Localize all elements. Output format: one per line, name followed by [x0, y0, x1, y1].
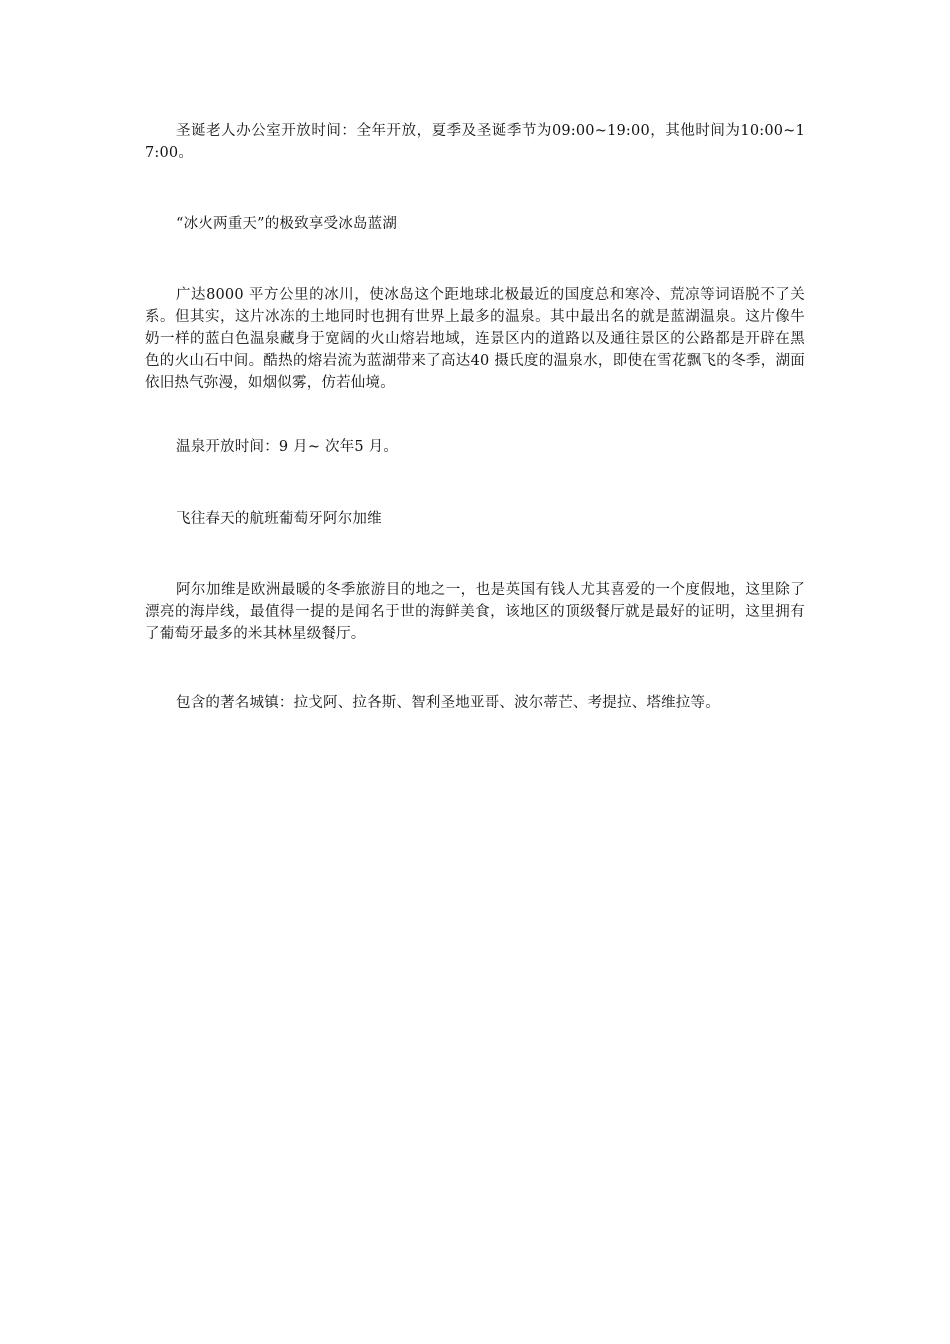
paragraph-hot-spring-hours: 温泉开放时间：9 月~ 次年5 月。: [176, 439, 399, 455]
paragraph-santa-office-hours: 圣诞老人办公室开放时间：全年开放，夏季及圣诞季节为09:00~19:00，其他时间为10:00~17:00。: [145, 123, 805, 161]
paragraph-algarve-description: 阿尔加维是欧洲最暖的冬季旅游目的地之一，也是英国有钱人尤其喜爱的一个度假地，这里除了漂亮的海岸线，最值得一提的是闻名于世的海鲜美食，该地区的顶级餐厅就是最好的证明，这里拥有了葡萄牙最多的米其林星级餐厅。: [145, 582, 805, 642]
paragraph-blue-lagoon-description: 广达8000 平方公里的冰川，使冰岛这个距地球北极最近的国度总和寒冷、荒凉等词语脱不了关系。但其实，这片冰冻的土地同时也拥有世界上最多的温泉。其中最出名的就是蓝湖温泉。这片像牛奶一样的蓝白色温泉藏身于宽阔的火山熔岩地域，连景区内的道路以及通往景区的公路都是开辟在黑色的火山石中间。酷热的熔岩流为蓝湖带来了高达40 摄氏度的温泉水，即使在雪花飘飞的冬季，湖面依旧热气弥漫，如烟似雾，仿若仙境。: [145, 287, 805, 391]
heading-iceland-blue-lagoon: “冰火两重天”的极致享受冰岛蓝湖: [176, 216, 398, 232]
paragraph-algarve-towns: 包含的著名城镇：拉戈阿、拉各斯、智利圣地亚哥、波尔蒂芒、考提拉、塔维拉等。: [176, 695, 720, 711]
heading-algarve-portugal: 飞往春天的航班葡萄牙阿尔加维: [176, 511, 382, 527]
